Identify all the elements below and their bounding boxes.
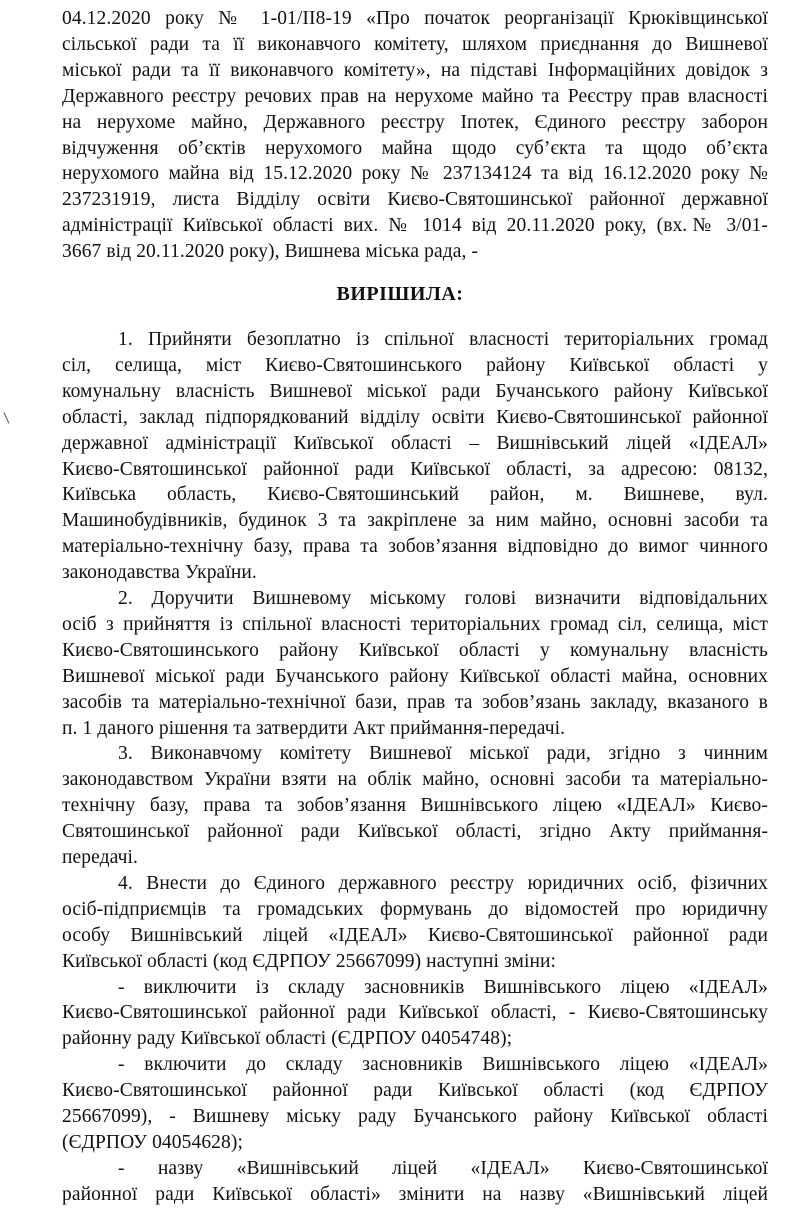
body-line: Києво-Святошинського району Київської області у комунальну власність bbox=[62, 639, 768, 661]
preamble-line: Державного реєстру речових прав на нерухоме майно та Реєстру прав власності bbox=[62, 85, 768, 107]
preamble-line: 3667 від 20.11.2020 року), Вишнева міська рада, - bbox=[62, 241, 479, 263]
body-line: передачі. bbox=[62, 847, 139, 868]
body-line: - назву «Вишнівський ліцей «ІДЕАЛ» Києво-Святошинської bbox=[118, 1157, 768, 1179]
decision-heading: ВИРІШИЛА: bbox=[336, 283, 464, 305]
body-line: комунальну власність Вишневої міської ради Бучанського району Київської bbox=[62, 380, 768, 402]
body-line: особу Вишнівський ліцей «ІДЕАЛ» Києво-Святошинської районної ради bbox=[62, 924, 768, 946]
body-line: 4. Внести до Єдиного державного реєстру юридичних осіб, фізичних bbox=[118, 872, 768, 894]
preamble-line: нерухомого майна від 15.12.2020 року № 237134124 та від 16.12.2020 року № bbox=[62, 163, 768, 185]
preamble-line: міської ради та її виконавчого комітету», на підставі Інформаційних довідок з bbox=[62, 59, 768, 81]
body-line: області, заклад підпорядкований відділу освіти Києво-Святошинської районної bbox=[62, 406, 768, 428]
body-line: державної адміністрації Київської області – Вишнівський ліцей «ІДЕАЛ» bbox=[62, 432, 768, 454]
preamble-line: на нерухоме майно, Державного реєстру Іпотек, Єдиного реєстру заборон bbox=[62, 111, 768, 133]
scan-mark bbox=[4, 412, 10, 423]
body-line: Києво-Святошинської районної ради Київської області (код ЄДРПОУ bbox=[62, 1080, 768, 1102]
body-line: засобів та матеріально-технічної бази, прав та зобов’язань закладу, вказаного в bbox=[62, 691, 768, 713]
body-line: матеріально-технічну базу, права та зобов’язання відповідно до вимог чинного bbox=[62, 536, 768, 558]
body-line: - включити до складу засновників Вишнівського ліцею «ІДЕАЛ» bbox=[118, 1054, 768, 1076]
body-line: 25667099), - Вишневу міську раду Бучанського району Київської області bbox=[62, 1106, 768, 1127]
body-line: осіб-підприємців та громадських формувань до відомостей про юридичну bbox=[62, 898, 768, 920]
body-line: осіб з прийняття із спільної власності територіальних громад сіл, селища, міст bbox=[62, 613, 768, 635]
body-line: Київська область, Києво-Святошинський район, м. Вишневе, вул. bbox=[62, 484, 768, 506]
preamble-line: адміністрації Київської області вих. № 1014 від 20.11.2020 року, (вх.№ 3/01- bbox=[62, 215, 768, 237]
body-line: Києво-Святошинської районної ради Київської області, за адресою: 08132, bbox=[62, 458, 768, 480]
body-line: 1. Прийняти безоплатно із спільної власності територіальних громад bbox=[118, 329, 768, 350]
preamble-line: відчуження об’єктів нерухомого майна щодо суб’єкта та щодо об’єкта bbox=[62, 137, 768, 159]
body-line: - виключити із складу засновників Вишнівського ліцею «ІДЕАЛ» bbox=[118, 976, 768, 998]
body-line: п. 1 даного рішення та затвердити Акт приймання-передачі. bbox=[62, 717, 566, 739]
body-line: законодавством України взяти на облік майно, основні засоби та матеріально- bbox=[62, 769, 768, 791]
body-line: Київської області (код ЄДРПОУ 25667099) наступні зміни: bbox=[62, 950, 557, 972]
preamble-line: сільської ради та її виконавчого комітету, шляхом приєднання до Вишневої bbox=[62, 33, 768, 55]
preamble-line: 04.12.2020 року № 1-01/ІІ8-19 «Про початок реорганізації Крюківщинської bbox=[62, 8, 768, 29]
body-line: 2. Доручити Вишневому міському голові визначити відповідальних bbox=[118, 588, 768, 609]
preamble-line: 237231919, листа Відділу освіти Києво-Святошинської районної державної bbox=[62, 189, 768, 211]
body-line: Вишневої міської ради Бучанського району Київської області майна, основних bbox=[62, 665, 768, 687]
body-line: (ЄДРПОУ 04054628); bbox=[62, 1131, 243, 1153]
body-line: технічну базу, права та зобов’язання Вишнівського ліцею «ІДЕАЛ» Києво- bbox=[62, 795, 768, 817]
body-line: 3. Виконавчому комітету Вишневої міської ради, згідно з чинним bbox=[118, 743, 768, 765]
body-line: Києво-Святошинської районної ради Київської області, - Києво-Святошинську bbox=[62, 1002, 768, 1024]
body-line: законодавства України. bbox=[62, 562, 257, 584]
body-line: сіл, селища, міст Києво-Святошинського району Київської області у bbox=[62, 354, 768, 376]
body-line: районну раду Київської області (ЄДРПОУ 04054748); bbox=[62, 1028, 513, 1050]
body-line: Святошинської районної ради Київської області, згідно Акту приймання- bbox=[62, 821, 768, 843]
body-line: Машинобудівників, будинок 3 та закріплене за ним майно, основні засоби та bbox=[62, 510, 768, 532]
body-line: районної ради Київської області» змінити на назву «Вишнівський ліцей bbox=[62, 1183, 768, 1205]
